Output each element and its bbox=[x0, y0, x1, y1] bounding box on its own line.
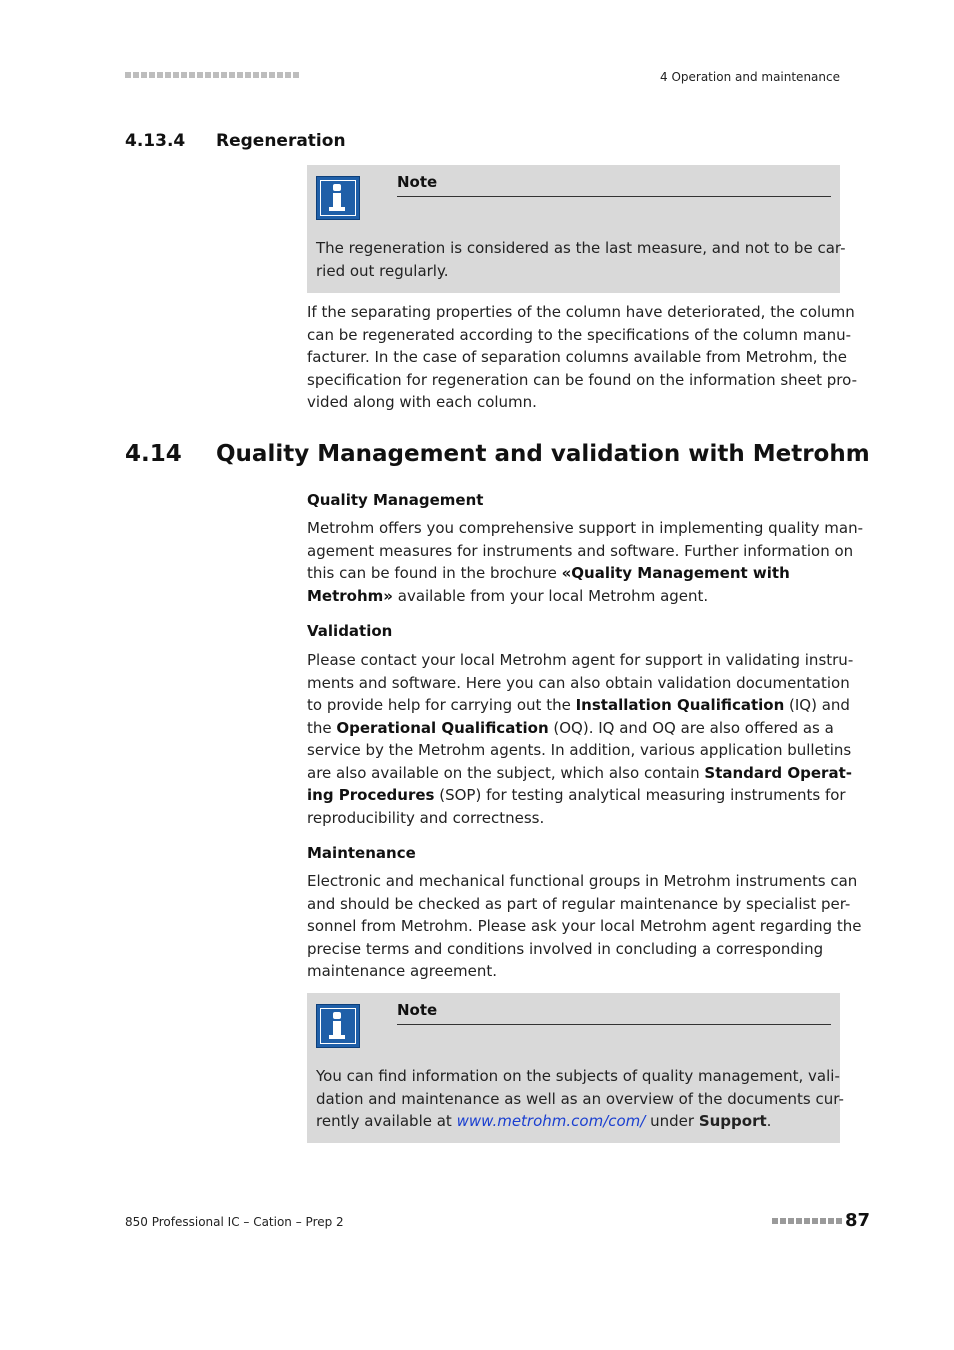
running-header-chapter: 4 Operation and maintenance bbox=[660, 70, 840, 84]
brochure-title: «Quality Management with bbox=[561, 564, 790, 582]
note-text: You can find information on the subjects of quality management, vali- dation and maintenance as well as an overview of the documents cur- rently available at www.metrohm.com/com/ under Support. bbox=[316, 1067, 844, 1130]
term-sop-end: ing Procedures bbox=[307, 786, 435, 804]
page-number: 87 bbox=[845, 1210, 871, 1231]
subheading-validation: Validation bbox=[307, 622, 393, 640]
quality-management-paragraph: Metrohm offers you comprehensive support in implementing quality man- agement measures for instruments and software. Further information on this can be found in the brochure «Quality Management with Metrohm» available from your local Metrohm agent. bbox=[307, 519, 863, 605]
metrohm-website-link[interactable]: www.metrohm.com/com/ bbox=[456, 1112, 646, 1130]
note-box-quality bbox=[307, 993, 844, 1143]
section-title: Regeneration bbox=[216, 131, 346, 151]
note-text: The regeneration is considered as the last measure, and not to be car- ried out regularly. bbox=[316, 239, 846, 280]
footer-decoration bbox=[772, 1218, 842, 1224]
note-divider bbox=[397, 1024, 831, 1025]
note-box-regeneration bbox=[307, 165, 846, 293]
note-title: Note bbox=[397, 173, 438, 191]
section-heading-4-13-4 bbox=[125, 131, 346, 151]
subheading-maintenance: Maintenance bbox=[307, 844, 416, 862]
note-title: Note bbox=[397, 1001, 438, 1019]
brochure-title-end: Metrohm» bbox=[307, 586, 393, 605]
info-icon bbox=[316, 1004, 360, 1048]
subheading-quality-management: Quality Management bbox=[307, 491, 484, 509]
term-sop: Standard Operat- bbox=[704, 763, 852, 782]
support-label: Support bbox=[698, 1112, 767, 1130]
section-number: 4.13.4 bbox=[125, 131, 186, 151]
section-number: 4.14 bbox=[125, 441, 182, 467]
maintenance-paragraph: Electronic and mechanical functional groups in Metrohm instruments can and should be checked as part of regular maintenance by specialist per- sonnel from Metrohm. Please ask your local Metrohm agent regarding the precise terms and conditions involved in concluding a corresponding maintenance agreement. bbox=[307, 872, 862, 980]
section-heading-4-14 bbox=[125, 441, 870, 467]
term-iq: Installation Qualification bbox=[575, 696, 785, 714]
info-icon bbox=[316, 176, 360, 220]
section-title: Quality Management and validation with Metrohm bbox=[216, 441, 870, 467]
validation-paragraph: Please contact your local Metrohm agent for support in validating instru- ments and software. Here you can also obtain validation documentation to provide help for carrying out the Installation Qualification (IQ) and the Operational Qualification (OQ). IQ and OQ are also offered as a service by the Metrohm agents. In addition, various application bulletins are also available on the subject, which also contain Standard Operat- ing Procedures (SOP) for testing analytical measuring instruments for reproducibility and correctness. bbox=[307, 651, 854, 827]
header-decoration bbox=[125, 72, 299, 78]
footer-document-title: 850 Professional IC – Cation – Prep 2 bbox=[125, 1215, 344, 1229]
regeneration-paragraph: If the separating properties of the column have deteriorated, the column can be regenerated according to the specifications of the column manu- facturer. In the case of separation columns available from Metrohm, the specification for regeneration can be found on the information sheet pro- vided along with each column. bbox=[307, 303, 857, 411]
note-divider bbox=[397, 196, 831, 197]
term-oq: Operational Qualification bbox=[336, 718, 549, 737]
